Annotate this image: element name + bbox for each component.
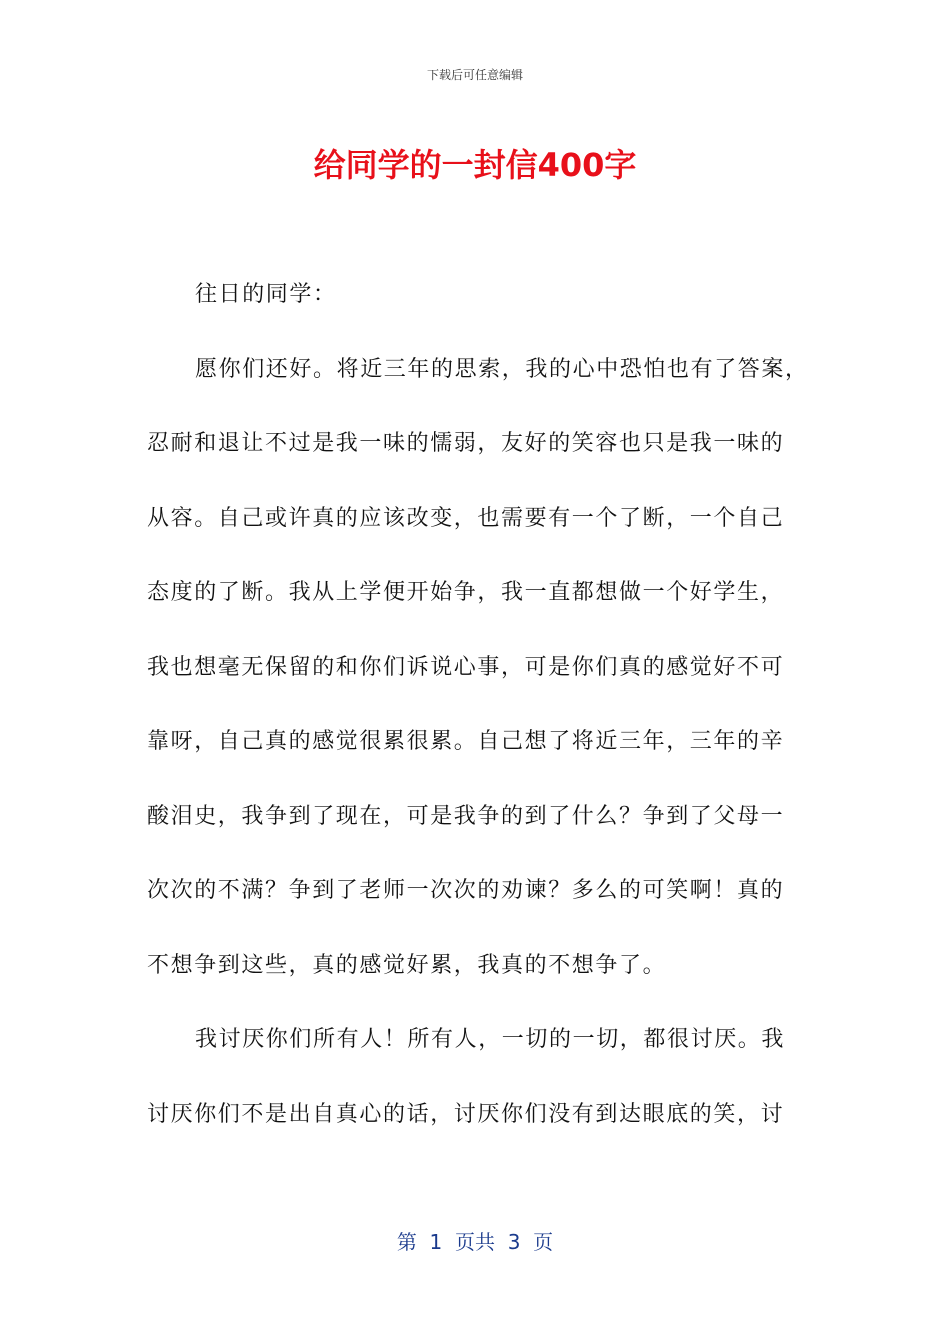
paragraph-1	[147, 333, 809, 1004]
paragraph-line: 我讨厌你们所有人！所有人，一切的一切，都很讨厌。我	[195, 1027, 786, 1052]
document-title: 给同学的一封信400字	[313, 146, 637, 184]
paragraph-line: 酸泪史，我争到了现在，可是我争的到了什么？争到了父母一	[147, 803, 785, 829]
paragraph-line: 从容。自己或许真的应该改变，也需要有一个了断，一个自己	[147, 505, 785, 531]
paragraph-line: 忍耐和退让不过是我一味的懦弱，友好的笑容也只是我一味的	[147, 431, 785, 456]
salutation: 往日的同学：	[195, 282, 337, 307]
paragraph-line: 靠呀，自己真的感觉很累很累。自己想了将近三年，三年的辛	[147, 729, 785, 754]
paragraph-line: 讨厌你们不是出自真心的话，讨厌你们没有到达眼底的笑，讨	[147, 1101, 785, 1127]
page-number: 第 1 页共 3 页	[396, 1230, 554, 1254]
document-body	[147, 258, 809, 1152]
paragraph-line: 我也想毫无保留的和你们诉说心事，可是你们真的感觉好不可	[147, 654, 785, 680]
paragraph-line: 次次的不满？争到了老师一次次的劝谏？多么的可笑啊！真的	[147, 878, 785, 903]
paragraph-line: 不想争到这些，真的感觉好累，我真的不想争了。	[147, 952, 667, 978]
paragraph-2	[147, 1003, 803, 1152]
page-footer	[0, 1226, 950, 1255]
paragraph-line: 态度的了断。我从上学便开始争，我一直都想做一个好学生，	[147, 580, 785, 605]
header-note: 下载后可任意编辑	[426, 68, 523, 82]
paragraph-line: 愿你们还好。将近三年的思索，我的心中恐怕也有了答案，	[195, 356, 809, 382]
